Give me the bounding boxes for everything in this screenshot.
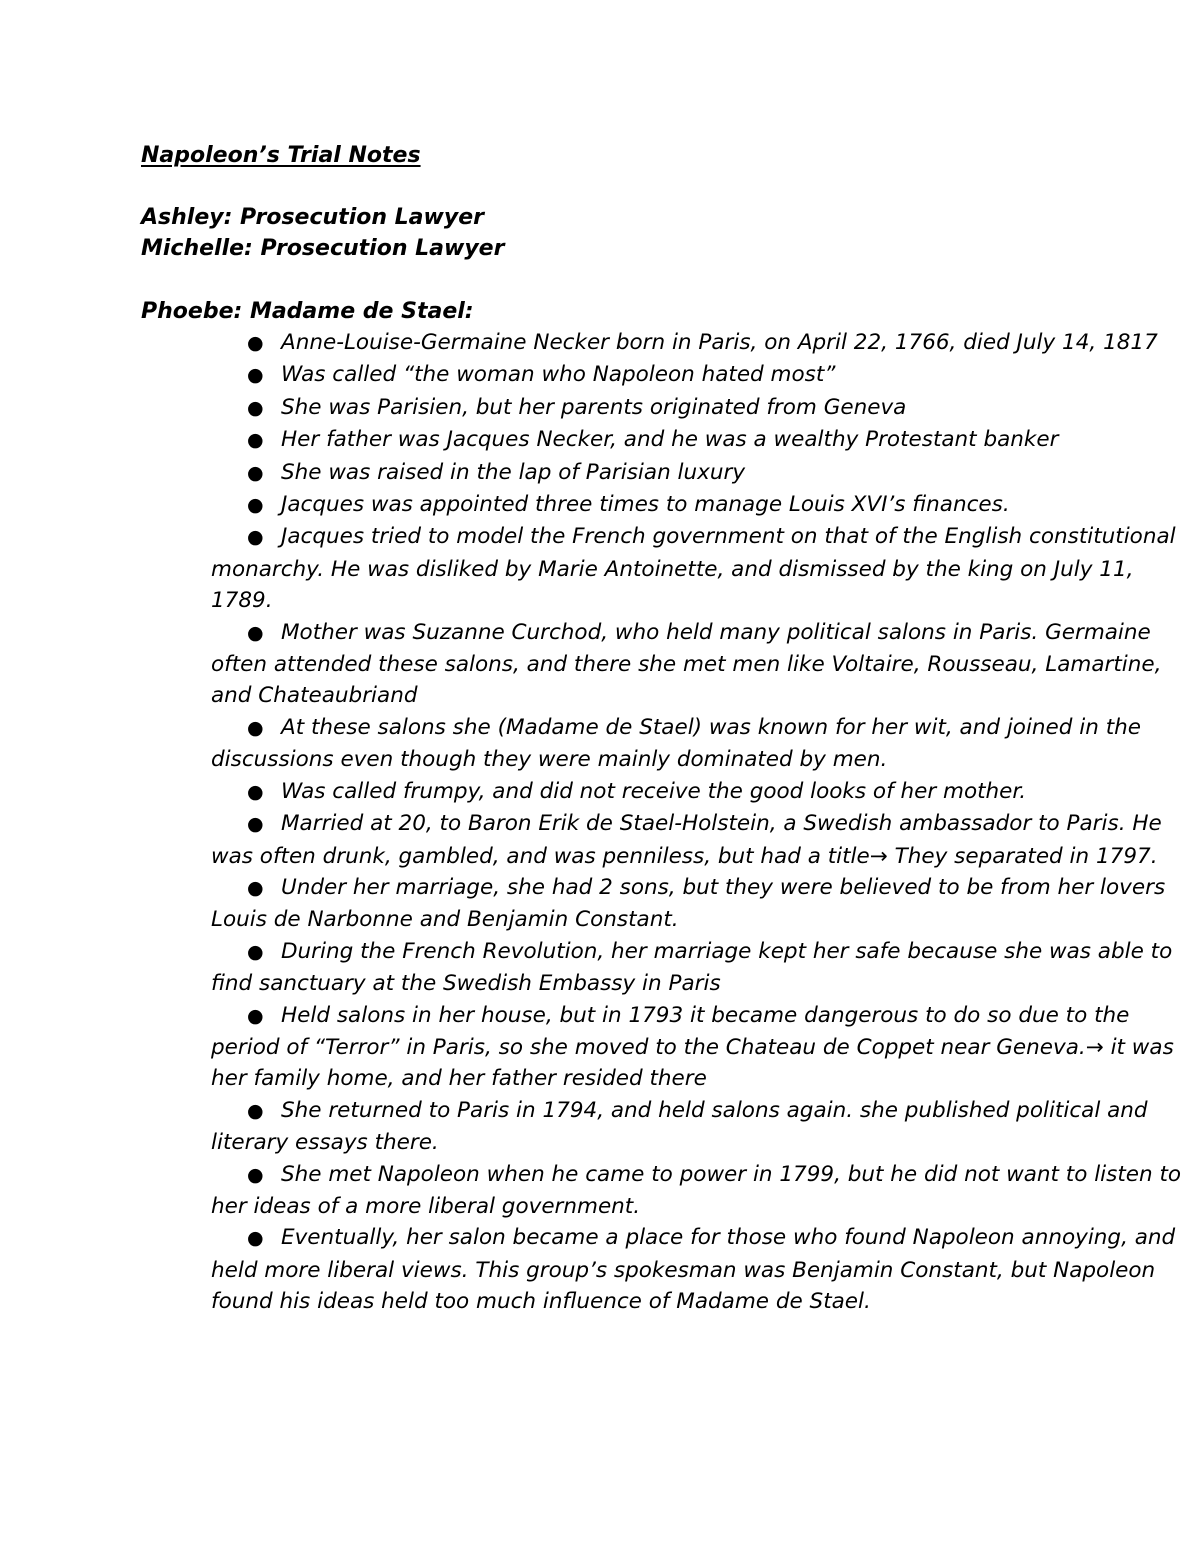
bullet-item <box>211 521 1186 616</box>
bullet-dot-icon: ● <box>247 1099 264 1122</box>
document-title: Napoleon’s Trial Notes <box>141 143 421 168</box>
bullet-text: She was Parisien, but her parents originated from Geneva <box>281 394 907 420</box>
bullet-item <box>211 936 1186 1000</box>
bullet-text: Mother was Suzanne Curchod, who held many political salons in Paris. Germaine often attended these salons, and there she met men like Voltaire, Rousseau, Lamartine, and Chateaubriand <box>211 619 1162 709</box>
bullet-text: Anne-Louise-Germaine Necker born in Paris, on April 22, 1766, died July 14, 1817 <box>281 330 1158 355</box>
bullet-dot-icon: ● <box>247 1163 264 1186</box>
bullet-dot-icon: ● <box>247 526 264 549</box>
bullet-dot-icon: ● <box>247 940 264 963</box>
bullet-text: Her father was Jacques Necker, and he was a wealthy Protestant banker <box>281 427 1059 453</box>
role-michelle: Michelle: Prosecution Lawyer <box>141 236 505 261</box>
roles-list <box>141 202 504 264</box>
role-ashley: Ashley: Prosecution Lawyer <box>141 205 484 230</box>
bullet-item <box>211 1159 1186 1223</box>
bullet-item <box>211 359 1186 391</box>
bullet-text: Was called frumpy, and did not receive the good looks of her mother. <box>281 778 1027 804</box>
bullet-item <box>211 1222 1186 1317</box>
bullet-item <box>211 489 1186 521</box>
bullet-dot-icon: ● <box>247 876 264 899</box>
bullet-list <box>211 327 1186 1318</box>
bullet-item <box>211 457 1186 489</box>
bullet-dot-icon: ● <box>247 1227 264 1250</box>
bullet-item <box>211 872 1186 936</box>
bullet-text: Jacques tried to model the French government on that of the English constitutional monarchy. He was disliked by Marie Antoinette, and dismissed by the king on July 11, 1789. <box>211 524 1176 614</box>
bullet-text: Was called “the woman who Napoleon hated most” <box>281 362 836 388</box>
bullet-text: At these salons she (Madame de Stael) was known for her wit, and joined in the discussions even though they were mainly dominated by men. <box>211 714 1141 773</box>
bullet-item <box>211 1000 1186 1095</box>
bullet-dot-icon: ● <box>247 429 264 452</box>
bullet-dot-icon: ● <box>247 1004 264 1027</box>
bullet-text: She was raised in the lap of Parisian luxury <box>281 459 746 485</box>
bullet-dot-icon: ● <box>247 396 264 419</box>
bullet-dot-icon: ● <box>247 780 264 803</box>
bullet-item <box>211 424 1186 456</box>
bullet-text: She returned to Paris in 1794, and held salons again. she published political and literary essays there. <box>211 1097 1148 1156</box>
bullet-text: Jacques was appointed three times to manage Louis XVI’s finances. <box>281 492 1010 518</box>
bullet-text: Eventually, her salon became a place for those who found Napoleon annoying, and held more liberal views. This group’s spokesman was Benjamin Constant, but Napoleon found his ideas held too much influence of Madame de Stael. <box>211 1225 1176 1315</box>
bullet-text: During the French Revolution, her marriage kept her safe because she was able to find sanctuary at the Swedish Embassy in Paris <box>211 938 1173 997</box>
section-heading-madame-de-stael: Phoebe: Madame de Stael: <box>141 299 474 324</box>
bullet-dot-icon: ● <box>247 461 264 484</box>
bullet-text: Held salons in her house, but in 1793 it became dangerous to do so due to the period of “Terror” in Paris, so she moved to the Chateau de Coppet near Geneva.→ it was her family home, and her father resided there <box>211 1002 1174 1092</box>
bullet-item <box>211 712 1186 776</box>
bullet-dot-icon: ● <box>247 364 264 387</box>
bullet-text: Under her marriage, she had 2 sons, but they were believed to be from her lovers Louis de Narbonne and Benjamin Constant. <box>211 874 1166 933</box>
bullet-dot-icon: ● <box>247 332 264 354</box>
bullet-item <box>211 808 1186 872</box>
bullet-dot-icon: ● <box>247 813 264 836</box>
bullet-dot-icon: ● <box>247 494 264 517</box>
bullet-item <box>211 392 1186 424</box>
bullet-dot-icon: ● <box>247 621 264 644</box>
bullet-text: Married at 20, to Baron Erik de Stael-Holstein, a Swedish ambassador to Paris. He was often drunk, gambled, and was penniless, but had a title→ They separated in 1797. <box>211 811 1162 869</box>
bullet-item <box>211 327 1186 359</box>
bullet-dot-icon: ● <box>247 716 264 739</box>
bullet-item <box>211 776 1186 808</box>
bullet-item <box>211 1095 1186 1159</box>
bullet-item <box>211 617 1186 712</box>
bullet-text: She met Napoleon when he came to power in 1799, but he did not want to listen to her ideas of a more liberal government. <box>211 1161 1182 1219</box>
